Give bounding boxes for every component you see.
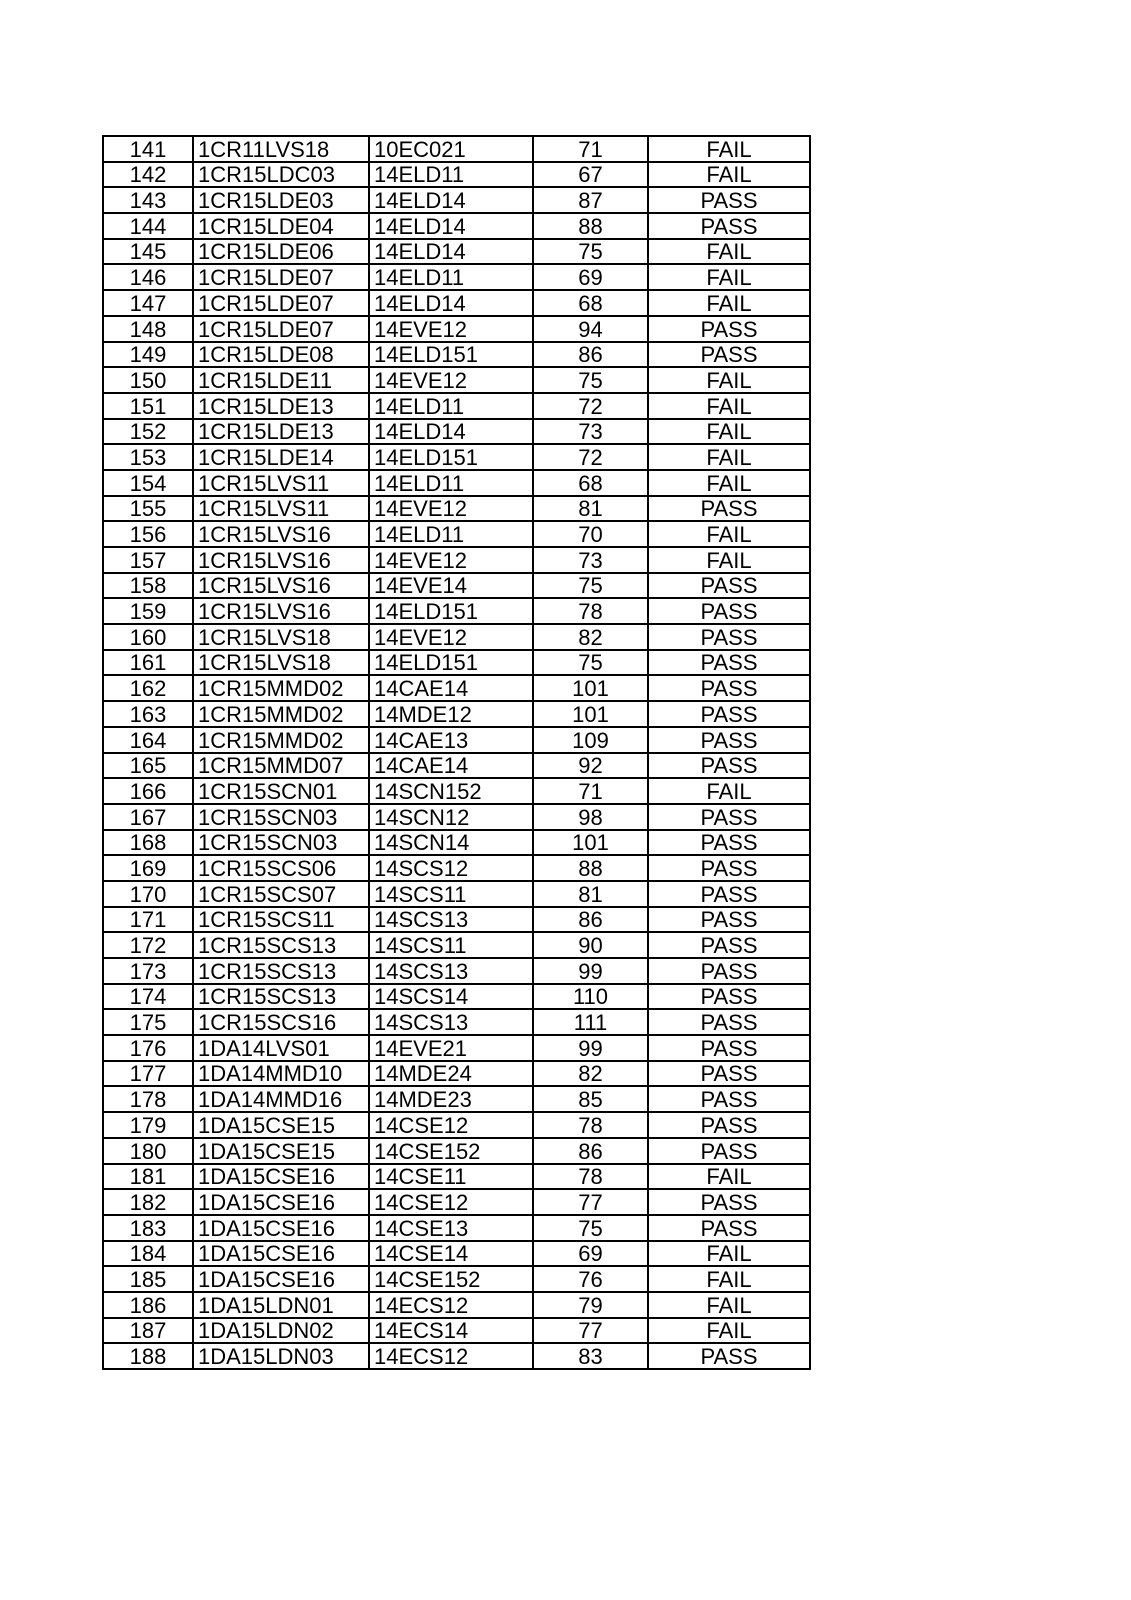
marks-cell: 111 (533, 1009, 648, 1035)
table-row (103, 213, 810, 239)
result-cell: PASS (648, 598, 810, 624)
marks-cell: 72 (533, 444, 648, 470)
serial-number-cell: 167 (103, 804, 193, 830)
subject-code-cell: 14ELD14 (369, 419, 533, 445)
marks-cell: 90 (533, 932, 648, 958)
result-cell: FAIL (648, 239, 810, 265)
subject-code-cell: 14ELD151 (369, 342, 533, 368)
serial-number-cell: 145 (103, 239, 193, 265)
result-cell: PASS (648, 1215, 810, 1241)
usn-cell: 1CR15LVS16 (193, 573, 369, 599)
subject-code-cell: 14ELD151 (369, 650, 533, 676)
table-row (103, 367, 810, 393)
subject-code-cell: 14SCS12 (369, 855, 533, 881)
marks-cell: 99 (533, 958, 648, 984)
marks-cell: 75 (533, 239, 648, 265)
marks-cell: 77 (533, 1189, 648, 1215)
serial-number-cell: 182 (103, 1189, 193, 1215)
subject-code-cell: 14EVE12 (369, 496, 533, 522)
table-row (103, 701, 810, 727)
result-cell: PASS (648, 855, 810, 881)
marks-cell: 82 (533, 624, 648, 650)
subject-code-cell: 14ELD14 (369, 239, 533, 265)
marks-cell: 87 (533, 187, 648, 213)
table-row (103, 753, 810, 779)
table-row (103, 804, 810, 830)
serial-number-cell: 188 (103, 1343, 193, 1369)
subject-code-cell: 14MDE24 (369, 1061, 533, 1087)
subject-code-cell: 14CAE14 (369, 675, 533, 701)
serial-number-cell: 176 (103, 1035, 193, 1061)
subject-code-cell: 14ELD11 (369, 521, 533, 547)
result-cell: PASS (648, 830, 810, 856)
usn-cell: 1CR15MMD02 (193, 727, 369, 753)
subject-code-cell: 14ELD11 (369, 264, 533, 290)
table-row (103, 932, 810, 958)
subject-code-cell: 14ECS14 (369, 1318, 533, 1344)
subject-code-cell: 14EVE12 (369, 624, 533, 650)
subject-code-cell: 14ELD151 (369, 444, 533, 470)
marks-cell: 75 (533, 573, 648, 599)
marks-cell: 71 (533, 136, 648, 162)
serial-number-cell: 183 (103, 1215, 193, 1241)
result-cell: FAIL (648, 470, 810, 496)
marks-cell: 73 (533, 419, 648, 445)
marks-cell: 85 (533, 1086, 648, 1112)
table-row (103, 675, 810, 701)
serial-number-cell: 187 (103, 1318, 193, 1344)
table-row (103, 419, 810, 445)
table-row (103, 727, 810, 753)
table-row (103, 1266, 810, 1292)
result-cell: PASS (648, 342, 810, 368)
result-cell: FAIL (648, 367, 810, 393)
result-cell: PASS (648, 881, 810, 907)
table-row (103, 521, 810, 547)
table-row (103, 239, 810, 265)
table-row (103, 264, 810, 290)
result-cell: PASS (648, 1189, 810, 1215)
usn-cell: 1CR15LVS18 (193, 650, 369, 676)
result-cell: FAIL (648, 264, 810, 290)
table-row (103, 136, 810, 162)
usn-cell: 1DA15CSE16 (193, 1164, 369, 1190)
table-row (103, 393, 810, 419)
marks-cell: 68 (533, 470, 648, 496)
marks-cell: 71 (533, 778, 648, 804)
table-row (103, 316, 810, 342)
table-row (103, 1086, 810, 1112)
table-row (103, 855, 810, 881)
usn-cell: 1CR15LDE13 (193, 419, 369, 445)
usn-cell: 1CR15LVS16 (193, 521, 369, 547)
marks-cell: 75 (533, 367, 648, 393)
marks-cell: 92 (533, 753, 648, 779)
table-row (103, 1035, 810, 1061)
result-cell: PASS (648, 187, 810, 213)
usn-cell: 1CR15SCS07 (193, 881, 369, 907)
subject-code-cell: 14ELD11 (369, 470, 533, 496)
marks-cell: 88 (533, 855, 648, 881)
serial-number-cell: 149 (103, 342, 193, 368)
table-row (103, 573, 810, 599)
result-cell: FAIL (648, 1266, 810, 1292)
usn-cell: 1DA15CSE16 (193, 1241, 369, 1267)
table-row (103, 1215, 810, 1241)
table-row (103, 1164, 810, 1190)
serial-number-cell: 158 (103, 573, 193, 599)
usn-cell: 1CR11LVS18 (193, 136, 369, 162)
subject-code-cell: 14ECS12 (369, 1343, 533, 1369)
subject-code-cell: 14ECS12 (369, 1292, 533, 1318)
marks-cell: 98 (533, 804, 648, 830)
subject-code-cell: 14ELD11 (369, 393, 533, 419)
usn-cell: 1CR15LVS11 (193, 496, 369, 522)
usn-cell: 1CR15SCN03 (193, 804, 369, 830)
usn-cell: 1CR15LDE07 (193, 316, 369, 342)
result-cell: FAIL (648, 521, 810, 547)
marks-cell: 76 (533, 1266, 648, 1292)
subject-code-cell: 10EC021 (369, 136, 533, 162)
result-cell: PASS (648, 701, 810, 727)
table-row (103, 907, 810, 933)
subject-code-cell: 14EVE21 (369, 1035, 533, 1061)
serial-number-cell: 181 (103, 1164, 193, 1190)
serial-number-cell: 173 (103, 958, 193, 984)
table-row (103, 470, 810, 496)
serial-number-cell: 152 (103, 419, 193, 445)
result-cell: FAIL (648, 290, 810, 316)
result-cell: PASS (648, 1061, 810, 1087)
result-cell: PASS (648, 753, 810, 779)
marks-cell: 78 (533, 1112, 648, 1138)
subject-code-cell: 14SCS13 (369, 907, 533, 933)
usn-cell: 1CR15LDE14 (193, 444, 369, 470)
table-row (103, 444, 810, 470)
usn-cell: 1CR15LVS16 (193, 547, 369, 573)
subject-code-cell: 14SCN152 (369, 778, 533, 804)
serial-number-cell: 154 (103, 470, 193, 496)
marks-cell: 70 (533, 521, 648, 547)
table-row (103, 624, 810, 650)
marks-cell: 67 (533, 162, 648, 188)
subject-code-cell: 14ELD14 (369, 187, 533, 213)
result-cell: PASS (648, 496, 810, 522)
result-cell: FAIL (648, 778, 810, 804)
marks-cell: 101 (533, 701, 648, 727)
usn-cell: 1CR15SCS16 (193, 1009, 369, 1035)
result-cell: PASS (648, 573, 810, 599)
result-cell: PASS (648, 727, 810, 753)
usn-cell: 1DA14LVS01 (193, 1035, 369, 1061)
result-cell: PASS (648, 958, 810, 984)
subject-code-cell: 14EVE12 (369, 316, 533, 342)
table-row (103, 1112, 810, 1138)
usn-cell: 1CR15SCS11 (193, 907, 369, 933)
serial-number-cell: 142 (103, 162, 193, 188)
table-row (103, 778, 810, 804)
serial-number-cell: 172 (103, 932, 193, 958)
marks-cell: 78 (533, 1164, 648, 1190)
result-cell: PASS (648, 1343, 810, 1369)
usn-cell: 1CR15LVS18 (193, 624, 369, 650)
table-row (103, 881, 810, 907)
results-table (102, 135, 811, 1370)
serial-number-cell: 153 (103, 444, 193, 470)
table-row (103, 984, 810, 1010)
result-cell: FAIL (648, 162, 810, 188)
usn-cell: 1DA15LDN03 (193, 1343, 369, 1369)
subject-code-cell: 14CAE14 (369, 753, 533, 779)
usn-cell: 1CR15LDE07 (193, 290, 369, 316)
result-cell: FAIL (648, 393, 810, 419)
usn-cell: 1CR15LDE13 (193, 393, 369, 419)
serial-number-cell: 177 (103, 1061, 193, 1087)
table-row (103, 290, 810, 316)
marks-cell: 78 (533, 598, 648, 624)
marks-cell: 69 (533, 264, 648, 290)
usn-cell: 1CR15LDE08 (193, 342, 369, 368)
serial-number-cell: 163 (103, 701, 193, 727)
usn-cell: 1CR15LVS11 (193, 470, 369, 496)
subject-code-cell: 14SCS14 (369, 984, 533, 1010)
marks-cell: 79 (533, 1292, 648, 1318)
serial-number-cell: 184 (103, 1241, 193, 1267)
serial-number-cell: 156 (103, 521, 193, 547)
usn-cell: 1DA14MMD16 (193, 1086, 369, 1112)
serial-number-cell: 170 (103, 881, 193, 907)
table-row (103, 598, 810, 624)
result-cell: PASS (648, 1009, 810, 1035)
marks-cell: 81 (533, 496, 648, 522)
serial-number-cell: 186 (103, 1292, 193, 1318)
usn-cell: 1CR15LDE11 (193, 367, 369, 393)
subject-code-cell: 14ELD11 (369, 162, 533, 188)
usn-cell: 1DA14MMD10 (193, 1061, 369, 1087)
result-cell: PASS (648, 213, 810, 239)
subject-code-cell: 14SCN14 (369, 830, 533, 856)
usn-cell: 1CR15SCS13 (193, 958, 369, 984)
usn-cell: 1CR15MMD02 (193, 701, 369, 727)
marks-cell: 82 (533, 1061, 648, 1087)
table-row (103, 1138, 810, 1164)
table-row (103, 830, 810, 856)
subject-code-cell: 14SCN12 (369, 804, 533, 830)
serial-number-cell: 185 (103, 1266, 193, 1292)
marks-cell: 68 (533, 290, 648, 316)
subject-code-cell: 14CSE12 (369, 1189, 533, 1215)
usn-cell: 1DA15CSE16 (193, 1266, 369, 1292)
marks-cell: 83 (533, 1343, 648, 1369)
table-row (103, 1061, 810, 1087)
table-row (103, 1343, 810, 1369)
usn-cell: 1DA15CSE16 (193, 1215, 369, 1241)
subject-code-cell: 14CSE14 (369, 1241, 533, 1267)
serial-number-cell: 150 (103, 367, 193, 393)
subject-code-cell: 14EVE12 (369, 367, 533, 393)
subject-code-cell: 14SCS11 (369, 881, 533, 907)
serial-number-cell: 168 (103, 830, 193, 856)
subject-code-cell: 14EVE12 (369, 547, 533, 573)
serial-number-cell: 144 (103, 213, 193, 239)
table-row (103, 1189, 810, 1215)
results-table-body (103, 136, 810, 1369)
usn-cell: 1CR15LDC03 (193, 162, 369, 188)
usn-cell: 1CR15SCS06 (193, 855, 369, 881)
table-row (103, 342, 810, 368)
subject-code-cell: 14ELD14 (369, 213, 533, 239)
result-cell: PASS (648, 316, 810, 342)
subject-code-cell: 14EVE14 (369, 573, 533, 599)
subject-code-cell: 14CSE12 (369, 1112, 533, 1138)
serial-number-cell: 146 (103, 264, 193, 290)
serial-number-cell: 161 (103, 650, 193, 676)
result-cell: FAIL (648, 419, 810, 445)
usn-cell: 1CR15LDE07 (193, 264, 369, 290)
marks-cell: 94 (533, 316, 648, 342)
marks-cell: 86 (533, 907, 648, 933)
serial-number-cell: 147 (103, 290, 193, 316)
serial-number-cell: 162 (103, 675, 193, 701)
table-row (103, 1318, 810, 1344)
result-cell: PASS (648, 624, 810, 650)
usn-cell: 1CR15MMD07 (193, 753, 369, 779)
subject-code-cell: 14ELD151 (369, 598, 533, 624)
marks-cell: 75 (533, 650, 648, 676)
result-cell: PASS (648, 1138, 810, 1164)
subject-code-cell: 14CSE152 (369, 1138, 533, 1164)
usn-cell: 1CR15LDE03 (193, 187, 369, 213)
serial-number-cell: 157 (103, 547, 193, 573)
usn-cell: 1DA15CSE15 (193, 1112, 369, 1138)
serial-number-cell: 179 (103, 1112, 193, 1138)
result-cell: FAIL (648, 1241, 810, 1267)
subject-code-cell: 14CAE13 (369, 727, 533, 753)
result-cell: FAIL (648, 547, 810, 573)
subject-code-cell: 14CSE13 (369, 1215, 533, 1241)
serial-number-cell: 155 (103, 496, 193, 522)
subject-code-cell: 14MDE12 (369, 701, 533, 727)
marks-cell: 99 (533, 1035, 648, 1061)
usn-cell: 1CR15LVS16 (193, 598, 369, 624)
serial-number-cell: 159 (103, 598, 193, 624)
result-cell: PASS (648, 984, 810, 1010)
result-cell: FAIL (648, 136, 810, 162)
table-row (103, 547, 810, 573)
usn-cell: 1CR15SCN03 (193, 830, 369, 856)
result-cell: PASS (648, 1112, 810, 1138)
table-row (103, 187, 810, 213)
result-cell: PASS (648, 675, 810, 701)
table-row (103, 162, 810, 188)
marks-cell: 75 (533, 1215, 648, 1241)
subject-code-cell: 14SCS11 (369, 932, 533, 958)
subject-code-cell: 14MDE23 (369, 1086, 533, 1112)
usn-cell: 1CR15LDE06 (193, 239, 369, 265)
subject-code-cell: 14CSE11 (369, 1164, 533, 1190)
result-cell: FAIL (648, 444, 810, 470)
result-cell: PASS (648, 650, 810, 676)
table-row (103, 1241, 810, 1267)
table-row (103, 650, 810, 676)
result-cell: PASS (648, 1086, 810, 1112)
result-cell: FAIL (648, 1164, 810, 1190)
usn-cell: 1DA15CSE15 (193, 1138, 369, 1164)
table-row (103, 958, 810, 984)
marks-cell: 101 (533, 675, 648, 701)
table-row (103, 496, 810, 522)
marks-cell: 110 (533, 984, 648, 1010)
usn-cell: 1DA15CSE16 (193, 1189, 369, 1215)
result-cell: PASS (648, 1035, 810, 1061)
result-cell: PASS (648, 932, 810, 958)
usn-cell: 1CR15SCN01 (193, 778, 369, 804)
result-cell: FAIL (648, 1292, 810, 1318)
usn-cell: 1CR15SCS13 (193, 984, 369, 1010)
marks-cell: 81 (533, 881, 648, 907)
marks-cell: 72 (533, 393, 648, 419)
marks-cell: 109 (533, 727, 648, 753)
result-cell: FAIL (648, 1318, 810, 1344)
serial-number-cell: 151 (103, 393, 193, 419)
usn-cell: 1CR15MMD02 (193, 675, 369, 701)
serial-number-cell: 169 (103, 855, 193, 881)
serial-number-cell: 171 (103, 907, 193, 933)
table-row (103, 1292, 810, 1318)
serial-number-cell: 143 (103, 187, 193, 213)
marks-cell: 86 (533, 1138, 648, 1164)
subject-code-cell: 14SCS13 (369, 958, 533, 984)
usn-cell: 1DA15LDN02 (193, 1318, 369, 1344)
usn-cell: 1CR15LDE04 (193, 213, 369, 239)
marks-cell: 73 (533, 547, 648, 573)
serial-number-cell: 165 (103, 753, 193, 779)
serial-number-cell: 141 (103, 136, 193, 162)
subject-code-cell: 14CSE152 (369, 1266, 533, 1292)
serial-number-cell: 175 (103, 1009, 193, 1035)
marks-cell: 101 (533, 830, 648, 856)
serial-number-cell: 174 (103, 984, 193, 1010)
table-row (103, 1009, 810, 1035)
serial-number-cell: 166 (103, 778, 193, 804)
subject-code-cell: 14SCS13 (369, 1009, 533, 1035)
result-cell: PASS (648, 907, 810, 933)
serial-number-cell: 180 (103, 1138, 193, 1164)
marks-cell: 88 (533, 213, 648, 239)
serial-number-cell: 160 (103, 624, 193, 650)
serial-number-cell: 148 (103, 316, 193, 342)
subject-code-cell: 14ELD14 (369, 290, 533, 316)
marks-cell: 69 (533, 1241, 648, 1267)
result-cell: PASS (648, 804, 810, 830)
usn-cell: 1DA15LDN01 (193, 1292, 369, 1318)
marks-cell: 86 (533, 342, 648, 368)
usn-cell: 1CR15SCS13 (193, 932, 369, 958)
serial-number-cell: 178 (103, 1086, 193, 1112)
marks-cell: 77 (533, 1318, 648, 1344)
serial-number-cell: 164 (103, 727, 193, 753)
